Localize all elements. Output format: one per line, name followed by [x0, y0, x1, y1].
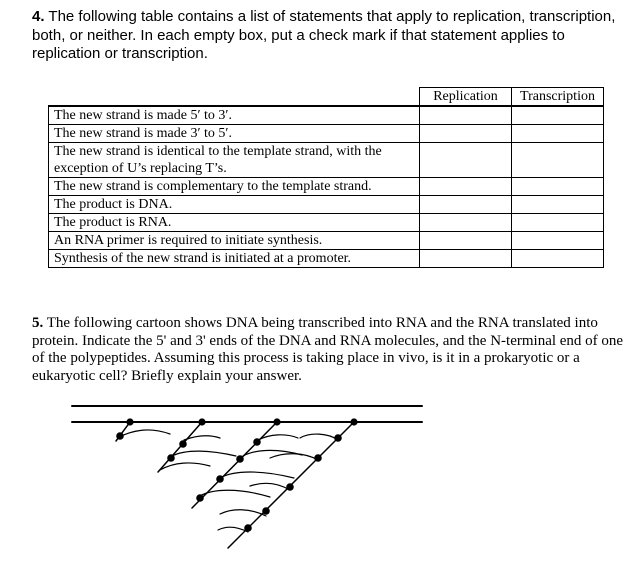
- question-4-number: 4.: [32, 8, 45, 25]
- header-transcription: Transcription: [512, 88, 604, 107]
- ribosome: [334, 434, 342, 442]
- polypeptide-chain: [250, 483, 290, 490]
- polypeptide-chain: [300, 434, 338, 440]
- statement-cell: The product is RNA.: [49, 214, 420, 232]
- polypeptide-chain: [160, 463, 210, 470]
- ribosome: [216, 475, 224, 483]
- statement-cell: The new strand is complementary to the template strand.: [49, 178, 420, 196]
- question-4-text: The following table contains a list of statements that apply to replication, transcription, both, or neither. In each empty box, put a check mark if that statement applies to replication or transcription.: [32, 8, 616, 62]
- polypeptide-chain: [270, 454, 318, 460]
- ribosome: [116, 432, 124, 440]
- statement-cell: The product is DNA.: [49, 196, 420, 214]
- ribosome: [236, 455, 244, 463]
- statement-cell: The new strand is made 5′ to 3′.: [49, 106, 420, 125]
- rna-polymerase: [198, 418, 205, 425]
- polypeptide-chain: [220, 510, 266, 516]
- ribosome: [179, 440, 187, 448]
- ribosome: [196, 494, 204, 502]
- statement-cell: The new strand is made 3′ to 5′.: [49, 125, 420, 143]
- statement-cell: The new strand is identical to the template strand, with the exception of U’s replacing T’s.: [49, 143, 420, 178]
- ribosome: [167, 454, 175, 462]
- ribosome: [244, 524, 252, 532]
- ribosome: [286, 483, 294, 491]
- polypeptide-chain: [218, 527, 248, 532]
- statement-cell: An RNA primer is required to initiate synthesis.: [49, 232, 420, 250]
- polypeptide-chain: [220, 472, 294, 478]
- statement-cell: Synthesis of the new strand is initiated at a promoter.: [49, 250, 420, 268]
- ribosome: [262, 507, 270, 515]
- polypeptide-chain: [172, 451, 236, 456]
- mrna-strand: [158, 422, 202, 472]
- question-5-text: The following cartoon shows DNA being transcribed into RNA and the RNA translated into protein. Indicate the 5' and 3' ends of the DNA and RNA molecules, and the N-terminal end of one of the polypeptides. Assuming this process is taking place in vivo, is it in a prokaryotic or a eukaryotic cell? Briefly explain your answer.: [32, 315, 624, 384]
- polypeptide-chain: [121, 430, 170, 436]
- rna-polymerase: [350, 418, 357, 425]
- rna-polymerase: [126, 418, 133, 425]
- rna-polymerase: [273, 418, 280, 425]
- ribosome: [253, 438, 261, 446]
- ribosome: [314, 454, 322, 462]
- question-5-number: 5.: [32, 315, 44, 331]
- header-replication: Replication: [420, 88, 512, 107]
